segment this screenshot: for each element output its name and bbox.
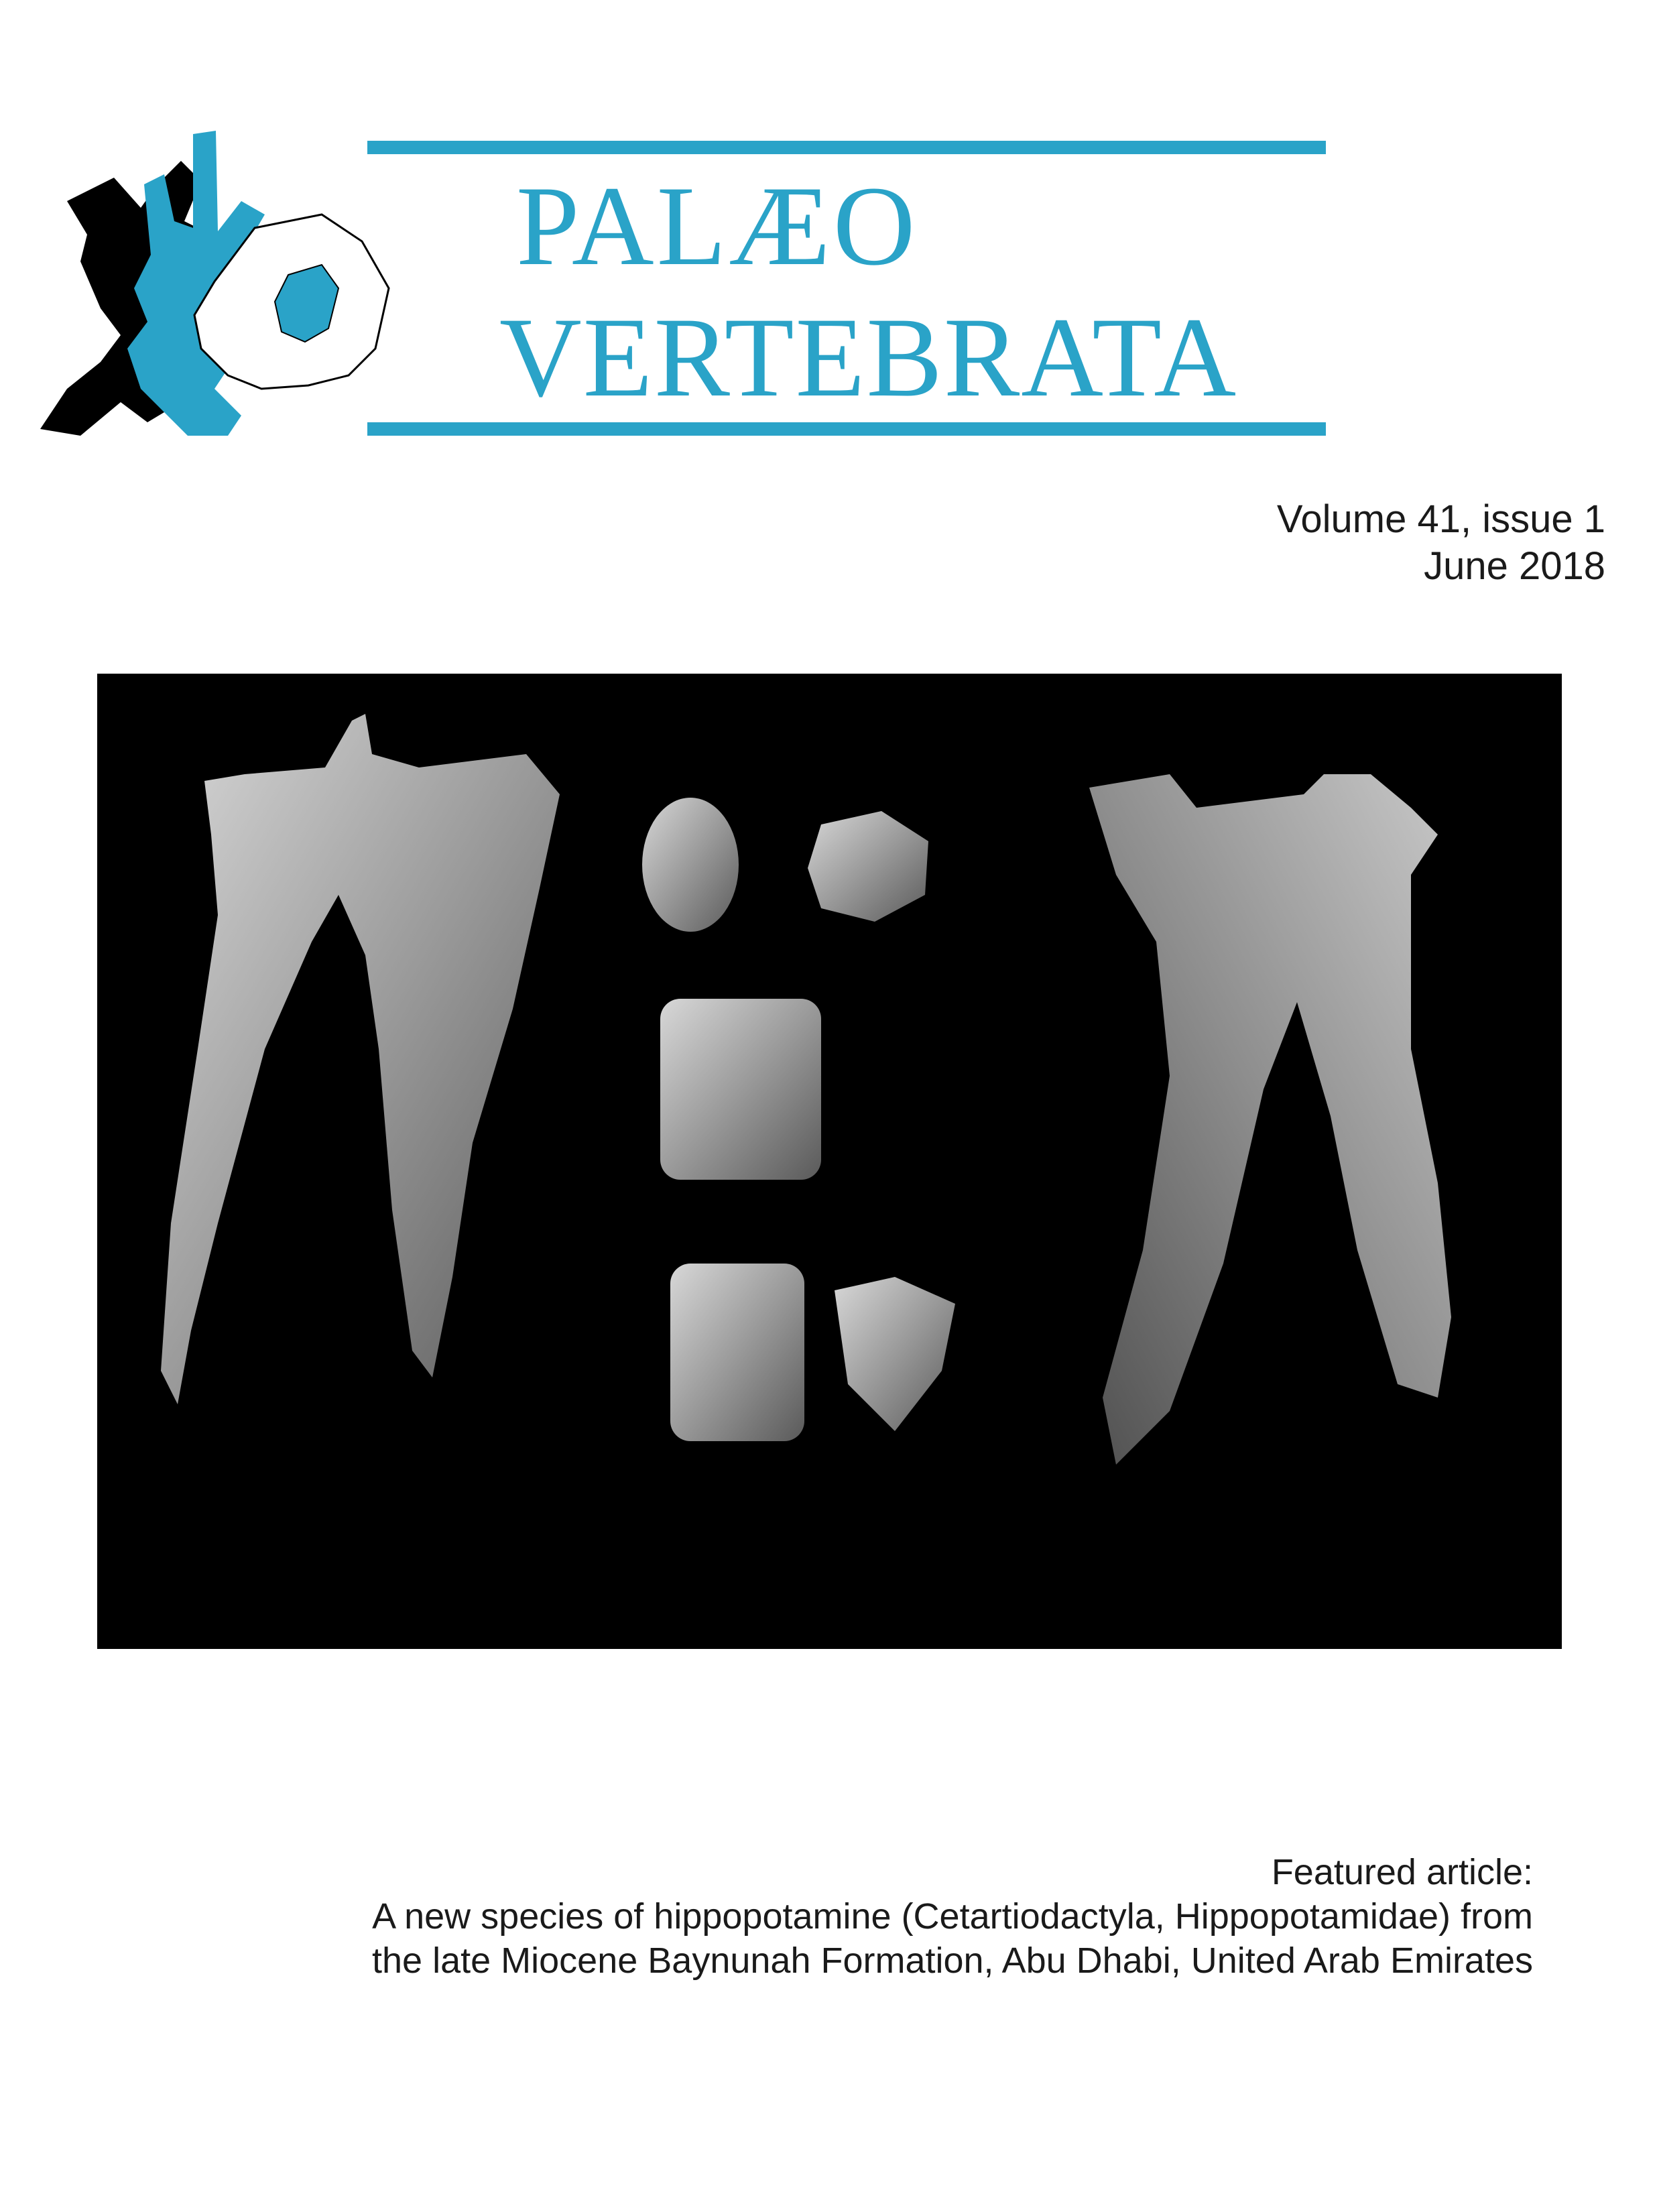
journal-title-line-1: PALÆO — [516, 163, 918, 289]
volume-line: Volume 41, issue 1 — [1276, 497, 1605, 541]
cover-photo — [97, 674, 1562, 1649]
journal-logo — [40, 121, 416, 469]
left-mandible — [161, 714, 560, 1404]
journal-title-line-2: VERTEBRATA — [499, 294, 1238, 420]
tooth-1 — [642, 798, 739, 932]
featured-label: Featured article: — [1271, 1852, 1533, 1892]
featured-title-line-2: the late Miocene Baynunah Formation, Abu Dhabi, United Arab Emirates — [372, 1941, 1533, 1981]
tooth-2 — [808, 811, 928, 922]
tooth-3 — [660, 999, 821, 1180]
title-rule-bottom — [367, 422, 1326, 436]
tooth-4 — [670, 1264, 804, 1441]
date-line: June 2018 — [1424, 544, 1605, 588]
featured-article — [372, 1850, 1533, 1983]
right-mandible — [1089, 774, 1451, 1465]
issue-info — [1277, 496, 1605, 590]
title-rule-top — [367, 141, 1326, 154]
tooth-5 — [835, 1277, 955, 1431]
featured-title-line-1: A new species of hippopotamine (Cetartiodactyla, Hippopotamidae) from — [372, 1896, 1533, 1937]
